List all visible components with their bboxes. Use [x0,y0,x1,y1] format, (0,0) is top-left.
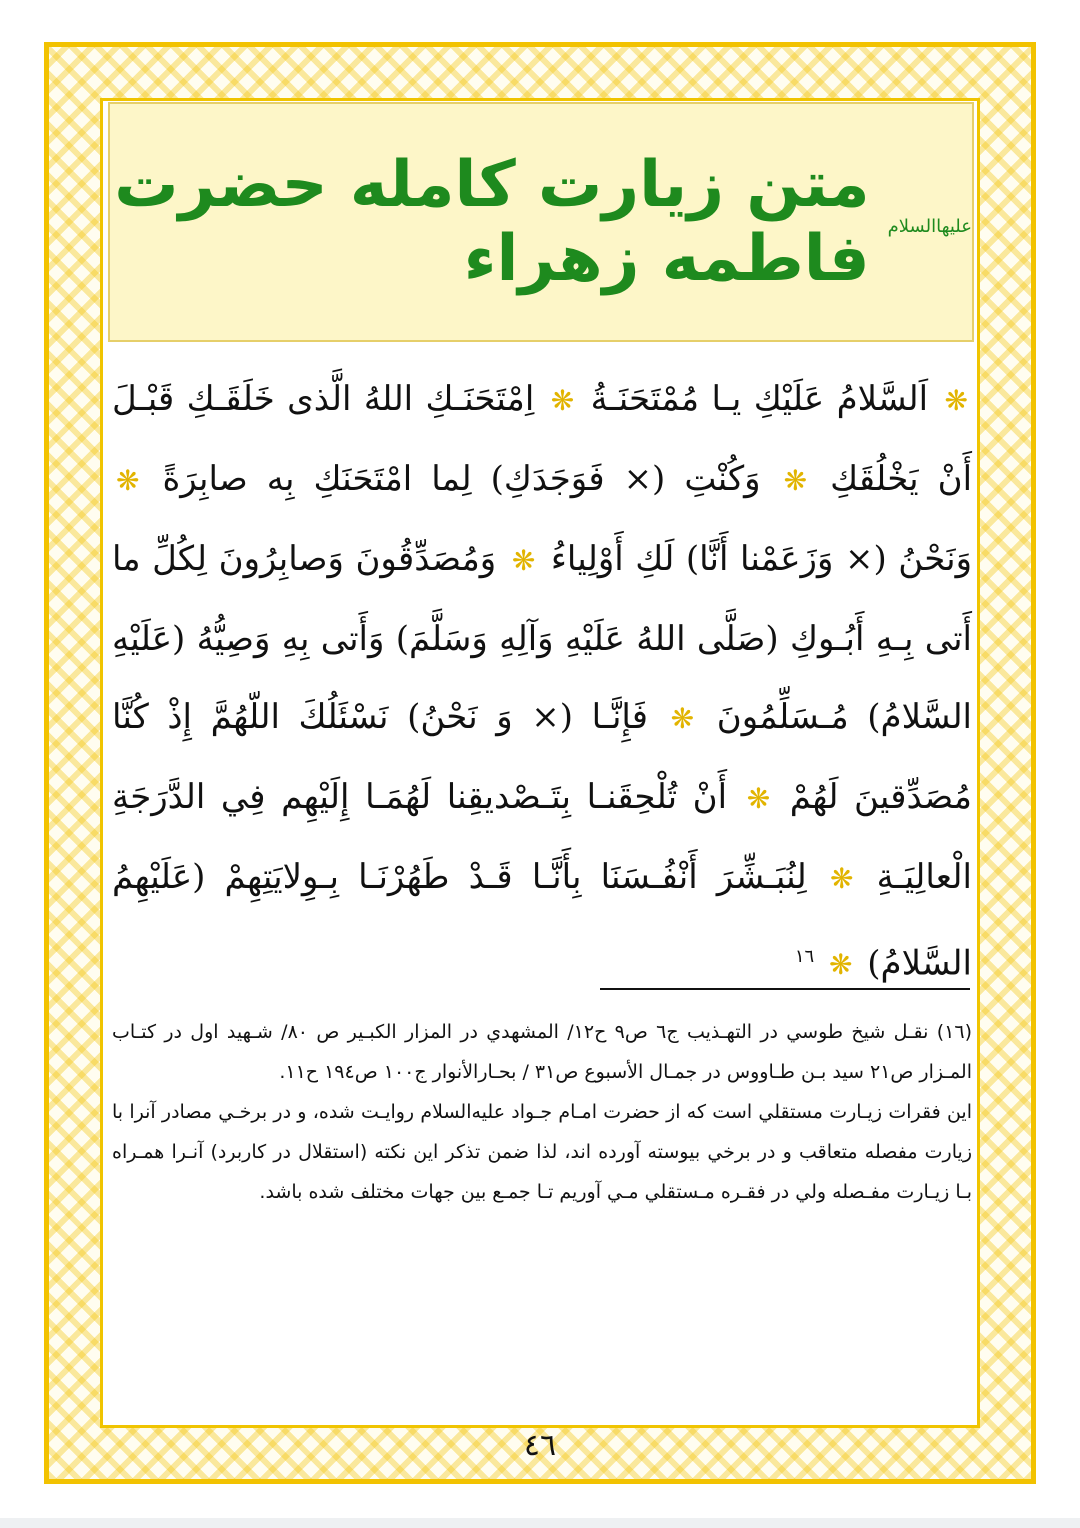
text-segment: فَإِنَّـا (× وَ نَحْنُ) نَسْئَلُكَ اللّهُمَّ إِذْ كُنَّا مُصَدِّقينَ لَهُمْ [112,697,972,817]
footnote-source: (١٦) نقـل شيخ طوسي در التهـذيب ج٦ ص٩ ح١٢/ المشهدي در المزار الكبـير ص ٨٠/ شـهيد اول در كتـاب المـزار ص٢١ سيد بـن طـاووس در جمـال الأسبوع ص٣١ / بحـارالأنوار ج١٠٠ ص١٩٤ ح١١. [112,1021,973,1083]
star-separator-icon: ❋ [829,862,854,895]
text-segment: اَلسَّلامُ عَلَيْكِ يـا مُمْتَحَنَـةُ [590,379,929,419]
star-separator-icon: ❋ [116,464,140,497]
star-separator-icon: ❋ [783,464,808,497]
text-segment: وَكُنْتِ (× فَوَجَدَكِ) لِما امْتَحَنَكِ بِه صابِرَةً [162,459,761,499]
footnote-explanation: اين فقرات زيـارت مستقلي است كه از حضرت امـام جـواد عليه‌السلام روايـت شده، و در برخـي مصادر آنرا با زيارت مفصله متعاقب و در برخي بيوسته آورده اند، لذا ضمن تذكر اين نكته (استقلال در كاربرد) آنـرا همـراه بـا زيـارت مفـصله ولي در فقـره مـستقلي مـي آوريم تـا جمـع بين جهات مختلف شده باشد. [112,1101,972,1203]
footnotes [112,1012,972,1212]
page-number: ٤٦ [523,1428,557,1463]
footnote-reference: ١٦ [794,946,815,967]
text-segment: لِنُبَـشِّرَ أَنْفُـسَنَا بِأَنَّـا قَـدْ طَهُرْنَـا بِـوِلايَتِهِمْ (عَلَيْهِمُ السَّلامُ) [112,857,972,984]
text-segment: اِمْتَحَنَـكِ اللهُ الَّذى خَلَقَـكِ قَبْـلَ أَنْ يَخْلُقَكِ [112,379,973,499]
star-separator-icon: ❋ [944,384,968,417]
ziyarat-text [112,360,972,1004]
honorific-calligraphy: علیهاالسلام [887,215,972,237]
star-separator-icon: ❋ [511,544,536,577]
star-separator-icon: ❋ [550,384,575,417]
star-separator-icon: ❋ [670,702,695,735]
page-title: متن زیارت کامله حضرت فاطمه زهراء [114,148,870,296]
text-segment: وَنَحْنُ (× وَزَعَمْنا أَنَّا) لَكِ أَوْلِياءُ [550,539,973,579]
star-separator-icon: ❋ [746,782,771,815]
text-segment: وَمُصَدِّقُونَ وَصابِرُونَ لِكُلِّ ما أَتى بِـهِ أَبُـوكِ (صَلَّى اللهُ عَلَيْهِ وَآلِهِ وَسَلَّمَ) وَأَتى بِهِ وَصِيُّهُ (عَلَيْهِ السَّلامُ) مُـسَلِّمُونَ [112,539,973,737]
footnote-divider [600,988,970,990]
screen-bottom-bar [0,1518,1080,1528]
text-segment: أَنْ تُلْحِقَنـا بِتَـصْديقِنا لَهُمَـا إِلَيْهِم فِي الدَّرَجَةِ الْعالِيَـةِ [112,777,972,897]
star-separator-icon: ❋ [828,948,853,982]
title-panel [108,102,974,342]
